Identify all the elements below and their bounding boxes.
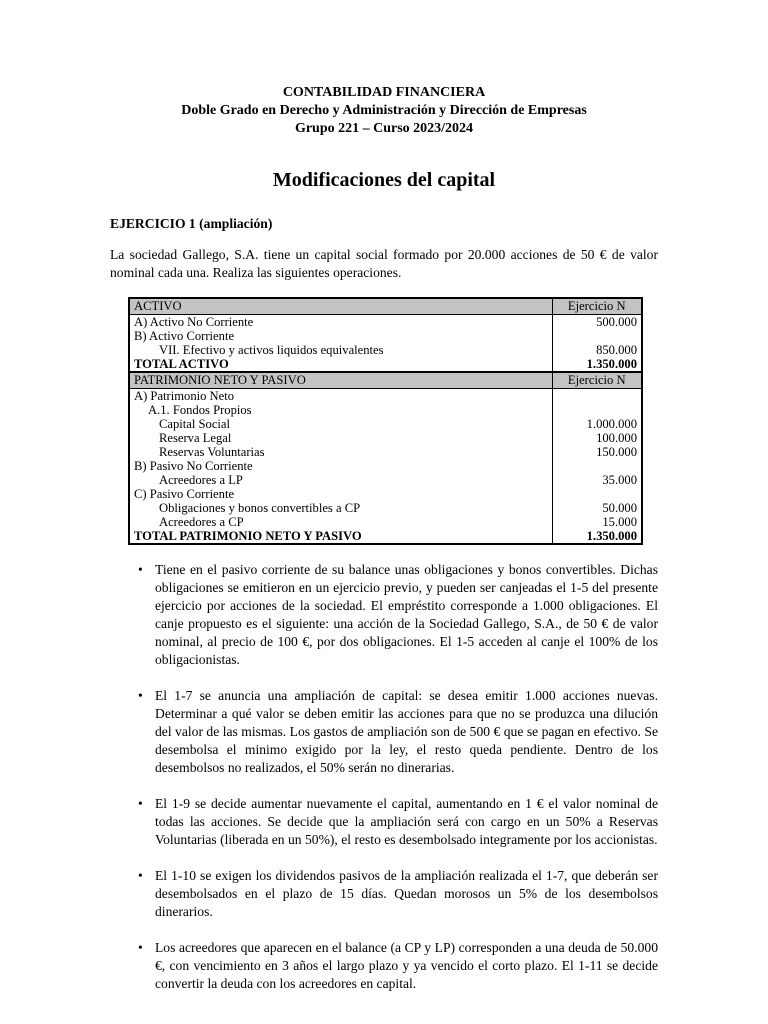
section-header-label: PATRIMONIO NETO Y PASIVO [129, 372, 552, 389]
table-row [129, 315, 642, 330]
table-row [129, 501, 642, 515]
table-row [129, 445, 642, 459]
table-row [129, 487, 642, 501]
section-header-value: Ejercicio N [552, 372, 642, 389]
row-label: Acreedores a LP [159, 473, 243, 487]
bullet-icon: • [138, 940, 143, 955]
bullet-icon: • [138, 868, 143, 883]
row-label: Reservas Voluntarias [159, 445, 265, 459]
list-item [110, 867, 658, 921]
row-label: Capital Social [159, 417, 230, 431]
table-row [129, 343, 642, 357]
list-item-text: El 1-9 se decide aumentar nuevamente el capital, aumentando en 1 € el valor nominal de todas las acciones. Se decide que la ampliación será con cargo en un 50% a Reservas Voluntarias (liberada en un 50%), el resto es desembolsado integramente por los accionistas. [155, 796, 658, 847]
row-label: B) Activo Corriente [134, 329, 235, 343]
row-value: 50.000 [552, 501, 642, 515]
table-row-total [129, 529, 642, 544]
balance-sheet-table [128, 297, 643, 545]
row-label: Obligaciones y bonos convertibles a CP [159, 501, 361, 515]
row-value [552, 403, 642, 417]
operations-list [110, 561, 658, 993]
list-item [110, 795, 658, 849]
row-value: 500.000 [552, 315, 642, 330]
list-item [110, 561, 658, 669]
exercise-heading: EJERCICIO 1 (ampliación) [110, 216, 273, 231]
table-row [129, 473, 642, 487]
table-row [129, 329, 642, 343]
row-label: A.1. Fondos Propios [148, 403, 252, 417]
table-row [129, 403, 642, 417]
row-label: A) Patrimonio Neto [134, 389, 235, 403]
row-value [552, 459, 642, 473]
row-value: 15.000 [552, 515, 642, 529]
row-value [552, 389, 642, 404]
document-header [110, 84, 658, 138]
row-label: A) Activo No Corriente [134, 315, 254, 329]
list-item-text: El 1-7 se anuncia una ampliación de capital: se desea emitir 1.000 acciones nuevas. Determinar a qué valor se deben emitir las acciones para que no se produzca una dilución del valor de las mismas. Los gastos de ampliación son de 500 € que se pagan en efectivo. Se desembolsa el minimo exigido por la ley, el resto queda pendiente. Dentro de los desembolsos no realizados, el 50% serán no dinerarias. [155, 688, 658, 775]
row-label: TOTAL ACTIVO [134, 357, 229, 371]
table-row-total [129, 357, 642, 372]
intro-paragraph: La sociedad Gallego, S.A. tiene un capital social formado por 20.000 acciones de 50 € de valor nominal cada una. Realiza las siguientes operaciones. [110, 247, 658, 280]
row-value: 1.350.000 [552, 357, 642, 372]
row-label: TOTAL PATRIMONIO NETO Y PASIVO [134, 529, 362, 543]
list-item-text: Los acreedores que aparecen en el balance (a CP y LP) corresponden a una deuda de 50.000 €, con vencimiento en 3 años el largo plazo y ya vencido el corto plazo. El 1-11 se decide convertir la deuda con los acreedores en capital. [155, 940, 658, 991]
table-row [129, 389, 642, 404]
list-item [110, 687, 658, 777]
row-value: 35.000 [552, 473, 642, 487]
row-label: VII. Efectivo y activos liquidos equivalentes [159, 343, 384, 357]
list-item-text: El 1-10 se exigen los dividendos pasivos de la ampliación realizada el 1-7, que deberán ser desembolsados en el plazo de 15 días. Quedan morosos un 5% de los desembolsos dinerarios. [155, 868, 658, 919]
table-section-header [129, 372, 642, 389]
bullet-icon: • [138, 796, 143, 811]
page-title: Modificaciones del capital [272, 169, 496, 191]
row-label: C) Pasivo Corriente [134, 487, 235, 501]
row-value: 850.000 [552, 343, 642, 357]
row-value: 1.000.000 [552, 417, 642, 431]
bullet-icon: • [138, 688, 143, 703]
table-row [129, 417, 642, 431]
table-row [129, 459, 642, 473]
row-value: 100.000 [552, 431, 642, 445]
table-row [129, 431, 642, 445]
group-course: Grupo 221 – Curso 2023/2024 [294, 121, 474, 136]
row-value: 1.350.000 [552, 529, 642, 544]
table-row [129, 515, 642, 529]
row-value [552, 329, 642, 343]
bullet-icon: • [138, 562, 143, 577]
row-value [552, 487, 642, 501]
section-header-label: ACTIVO [129, 298, 552, 315]
row-label: B) Pasivo No Corriente [134, 459, 253, 473]
section-header-value: Ejercicio N [552, 298, 642, 315]
course-title: CONTABILIDAD FINANCIERA [282, 85, 486, 100]
list-item [110, 939, 658, 993]
list-item-text: Tiene en el pasivo corriente de su balance unas obligaciones y bonos convertibles. Dichas obligaciones se emitieron en un ejercicio previo, y pueden ser canjeadas el 1-5 del presente ejercicio por acciones de la sociedad. El empréstito corresponde a 1.000 obligaciones. El canje propuesto es el siguiente: una acción de la Sociedad Gallego, S.A., de 50 € de valor nominal, al precio de 100 €, por dos obligaciones. El 1-5 acceden al canje el 100% de los obligacionistas. [155, 562, 658, 667]
row-value: 150.000 [552, 445, 642, 459]
degree-title: Doble Grado en Derecho y Administración y Dirección de Empresas [181, 103, 587, 118]
row-label: Reserva Legal [159, 431, 232, 445]
table-section-header [129, 298, 642, 315]
row-label: Acreedores a CP [159, 515, 244, 529]
